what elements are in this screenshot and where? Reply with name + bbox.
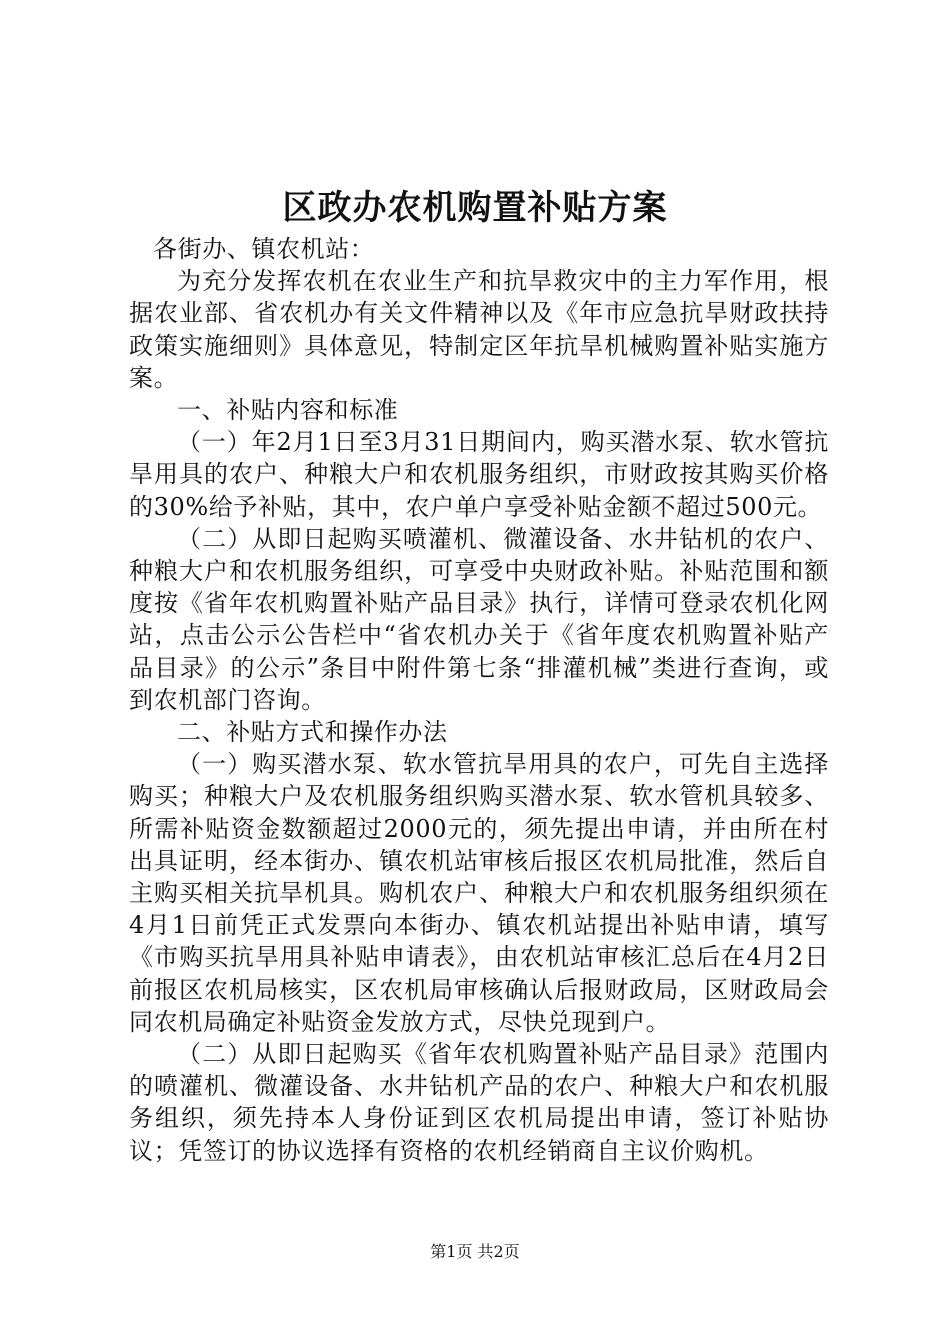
section-heading-1: 一、补贴内容和标准 xyxy=(177,396,399,425)
paragraph-1-2: （二）从即日起购买喷灌机、微灌设备、水井钻机的农户、种粮大户和农机服务组织，可享受中央财政补贴。补贴范围和额度按《省年农机购置补贴产品目录》执行，详情可登录农机化网站，点击公示公告栏中“省农机办关于《省年度农机购置补贴产品目录》的公示”条目中附件第七条“排灌机械”类进行查询，或到农机部门咨询。 xyxy=(129,524,829,714)
salutation: 各街办、镇农机站： xyxy=(153,235,375,263)
paragraph-1-1: （一）年2月1日至3月31日期间内，购买潜水泵、软水管抗旱用具的农户、种粮大户和农机服务组织，市财政按其购买价格的30%给予补贴，其中，农户单户享受补贴金额不超过500元。 xyxy=(129,428,829,521)
intro-paragraph: 为充分发挥农机在农业生产和抗旱救灾中的主力军作用，根据农业部、省农机办有关文件精神以及《年市应急抗旱财政扶持政策实施细则》具体意见，特制定区年抗旱机械购置补贴实施方案。 xyxy=(129,267,829,392)
paragraph-2-2: （二）从即日起购买《省年农机购置补贴产品目录》范围内的喷灌机、微灌设备、水井钻机产品的农户、种粮大户和农机服务组织，须先持本人身份证到区农机局提出申请，签订补贴协议；凭签订的协议选择有资格的农机经销商自主议价购机。 xyxy=(129,1040,829,1165)
document-body xyxy=(129,233,829,1167)
paragraph-2-1: （一）购买潜水泵、软水管抗旱用具的农户，可先自主选择购买；种粮大户及农机服务组织购买潜水泵、软水管机具较多、所需补贴资金数额超过2000元的，须先提出申请，并由所在村出具证明，经本街办、镇农机站审核后报区农机局批准，然后自主购买相关抗旱机具。购机农户、种粮大户和农机服务组织须在4月1日前凭正式发票向本街办、镇农机站提出补贴申请，填写《市购买抗旱用具补贴申请表》，由农机站审核汇总后在4月2日前报区农机局核实，区农机局审核确认后报财政局，区财政局会同农机局确定补贴资金发放方式，尽快兑现到户。 xyxy=(129,750,829,1036)
page-footer: 第1页 共2页 xyxy=(430,1242,520,1261)
document-title: 区政办农机购置补贴方案 xyxy=(282,188,668,228)
section-heading-2: 二、补贴方式和操作办法 xyxy=(177,718,448,747)
